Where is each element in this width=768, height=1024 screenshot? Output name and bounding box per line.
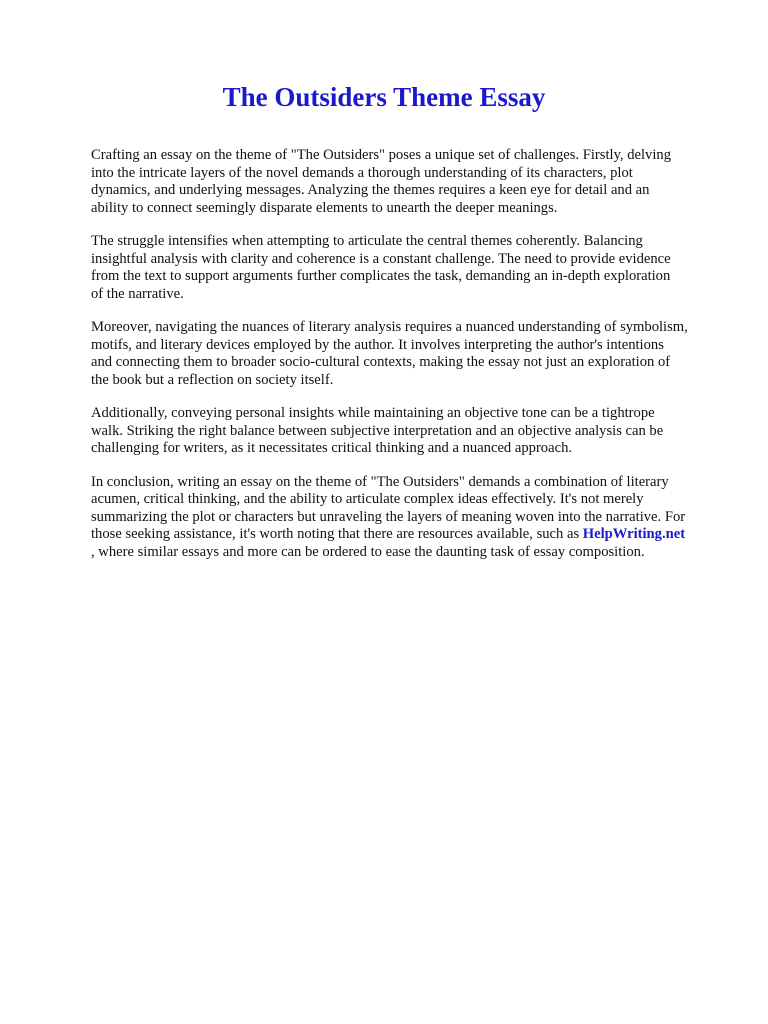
essay-body [91, 147, 731, 577]
paragraph-4 [91, 405, 731, 458]
helpwriting-link[interactable]: HelpWriting.net [582, 526, 686, 542]
paragraph-line: In conclusion, writing an essay on the theme of "The Outsiders" demands a combination of literary [91, 473, 669, 490]
paragraph-line: into the intricate layers of the novel demands a thorough understanding of its characters, plot [91, 164, 633, 181]
paragraph-line: the book but a reflection on society itself. [91, 371, 334, 388]
paragraph-line: motifs, and literary devices employed by the author. It involves interpreting the author's intentions [91, 336, 664, 353]
paragraph-5 [91, 474, 731, 562]
paragraph-line: The struggle intensifies when attempting to articulate the central themes coherently. Balancing [91, 233, 643, 249]
paragraph-line: , where similar essays and more can be ordered to ease the daunting task of essay composition. [91, 543, 645, 560]
paragraph-2 [91, 233, 731, 303]
paragraph-line: and connecting them to broader socio-cultural contexts, making the essay not just an exploration of [91, 354, 671, 370]
paragraph-line-with-link [91, 526, 731, 544]
paragraph-line: ability to connect seemingly disparate elements to unearth the deeper meanings. [91, 199, 558, 216]
paragraph-1 [91, 147, 731, 217]
paragraph-line: Additionally, conveying personal insights while maintaining an objective tone can be a tightrope [91, 405, 655, 421]
page-title: The Outsiders Theme Essay [222, 82, 546, 112]
paragraph-line: summarizing the plot or characters but unraveling the layers of meaning woven into the narrative. For [91, 508, 686, 525]
paragraph-line: Moreover, navigating the nuances of literary analysis requires a nuanced understanding of symbolism, [91, 319, 688, 335]
link-line-prefix: those seeking assistance, it's worth noting that there are resources available, such as [91, 526, 583, 542]
paragraph-line: insightful analysis with clarity and coherence is a constant challenge. The need to provide evidence [91, 250, 671, 267]
paragraph-line: from the text to support arguments further complicates the task, demanding an in-depth exploration [91, 268, 671, 284]
paragraph-line: of the narrative. [91, 285, 184, 302]
paragraph-line: Crafting an essay on the theme of "The Outsiders" poses a unique set of challenges. Firstly, delving [91, 147, 671, 163]
paragraph-line: acumen, critical thinking, and the ability to articulate complex ideas effectively. It's not merely [91, 491, 644, 507]
paragraph-3 [91, 319, 731, 389]
paragraph-line: dynamics, and underlying messages. Analyzing the themes requires a keen eye for detail and an [91, 182, 650, 198]
paragraph-line: walk. Striking the right balance between subjective interpretation and an objective analysis can be [91, 422, 664, 439]
paragraph-line: challenging for writers, as it necessitates critical thinking and a nuanced approach. [91, 440, 573, 456]
